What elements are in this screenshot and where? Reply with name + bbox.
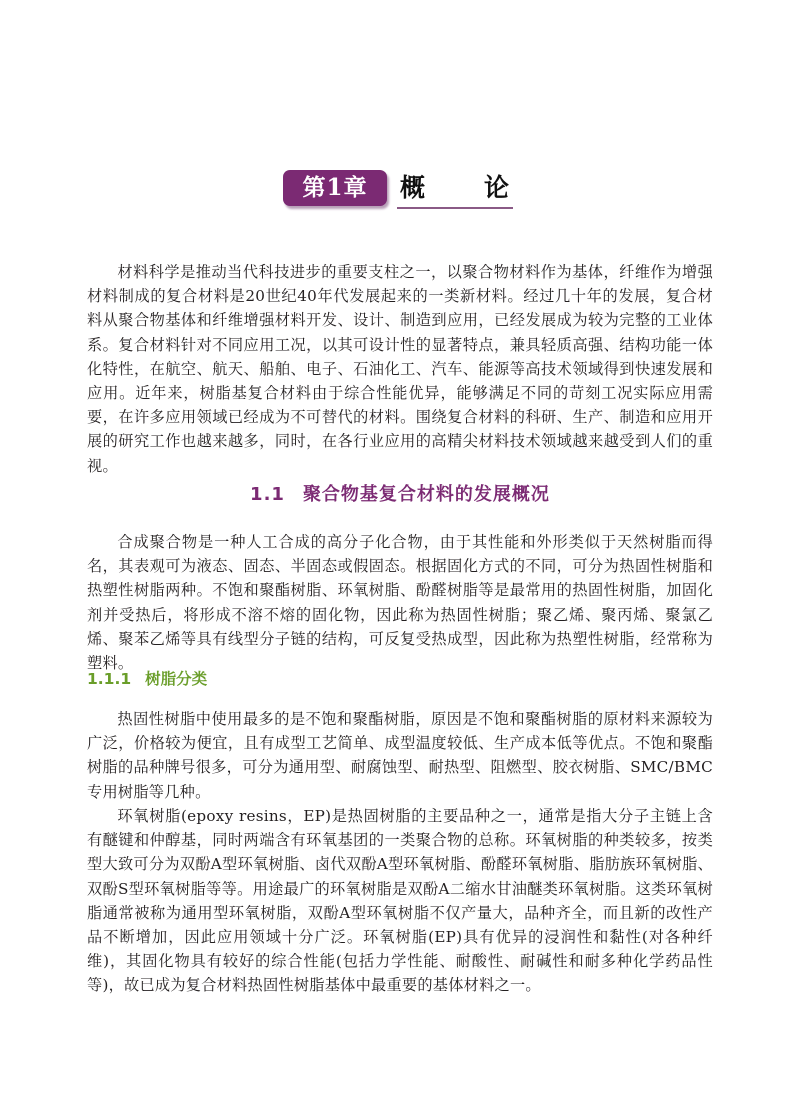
section-paragraph: 合成聚合物是一种人工合成的高分子化合物，由于其性能和外形类似于天然树脂而得名，其表观可为液态、固态、半固态或假固态。根据固化方式的不同，可分为热固性树脂和热塑性树脂两种。不饱和聚酯树脂、环氧树脂、酚醛树脂等是最常用的热固性树脂，加固化剂并受热后，将形成不溶不熔的固化物，因此称为热固性树脂；聚乙烯、聚丙烯、聚氯乙烯、聚苯乙烯等具有线型分子链的结构，可反复受热成型，因此称为热塑性树脂，经常称为塑料。	[87, 533, 713, 673]
chapter-title-underline	[397, 207, 513, 209]
chapter-title	[400, 171, 512, 205]
subsection-title-text: 树脂分类	[145, 670, 208, 688]
section-title-text: 聚合物基复合材料的发展概况	[302, 484, 550, 505]
section-heading	[0, 482, 800, 508]
intro-paragraph: 材料科学是推动当代科技进步的重要支柱之一，以聚合物材料作为基体，纤维作为增强材料制成的复合材料是20世纪40年代发展起来的一类新材料。经过几十年的发展，复合材料从聚合物基体和纤维增强材料开发、设计、制造到应用，已经发展成为较为完整的工业体系。复合材料针对不同应用工况，以其可设计性的显著特点，兼具轻质高强、结构功能一体化特性，在航空、航天、船舶、电子、石油化工、汽车、能源等高技术领域得到快速发展和应用。近年来，树脂基复合材料由于综合性能优异，能够满足不同的苛刻工况实际应用需要，在许多应用领域已经成为不可替代的材料。围绕复合材料的科研、生产、制造和应用开展的研究工作也越来越多，同时，在各行业应用的高精尖材料技术领域越来越受到人们的重视。	[87, 263, 713, 475]
subsection-paragraph-2: 环氧树脂(epoxy resins，EP)是热固树脂的主要品种之一，通常是指大分子主链上含有醚键和仲醇基，同时两端含有环氧基团的一类聚合物的总称。环氧树脂的种类较多，按类型大致可分为双酚A型环氧树脂、卤代双酚A型环氧树脂、酚醛环氧树脂、脂肪族环氧树脂、双酚S型环氧树脂等等。用途最广的环氧树脂是双酚A二缩水甘油醚类环氧树脂。这类环氧树脂通常被称为通用型环氧树脂，双酚A型环氧树脂不仅产量大，品种齐全，而且新的改性产品不断增加，因此应用领域十分广泛。环氧树脂(EP)具有优异的浸润性和黏性(对各种纤维)，其固化物具有较好的综合性能(包括力学性能、耐酸性、耐碱性和耐多种化学药品性等)，故已成为复合材料热固性树脂基体中最重要的基体材料之一。	[87, 807, 713, 995]
chapter-number-badge	[283, 170, 387, 206]
section-number: 1.1	[250, 484, 285, 505]
chapter-number-label: 第1章	[302, 174, 368, 201]
subsection-paragraph-1: 热固性树脂中使用最多的是不饱和聚酯树脂，原因是不饱和聚酯树脂的原材料来源较为广泛，价格较为便宜，且有成型工艺简单、成型温度较低、生产成本低等优点。不饱和聚酯树脂的品种牌号很多，可分为通用型、耐腐蚀型、耐热型、阻燃型、胶衣树脂、SMC/BMC专用树脂等几种。	[87, 710, 713, 801]
subsection-number: 1.1.1	[87, 670, 132, 688]
chapter-title-char-2: 论	[484, 173, 510, 202]
chapter-title-char-1: 概	[400, 173, 426, 202]
subsection-heading	[87, 667, 207, 691]
chapter-heading	[283, 170, 523, 210]
